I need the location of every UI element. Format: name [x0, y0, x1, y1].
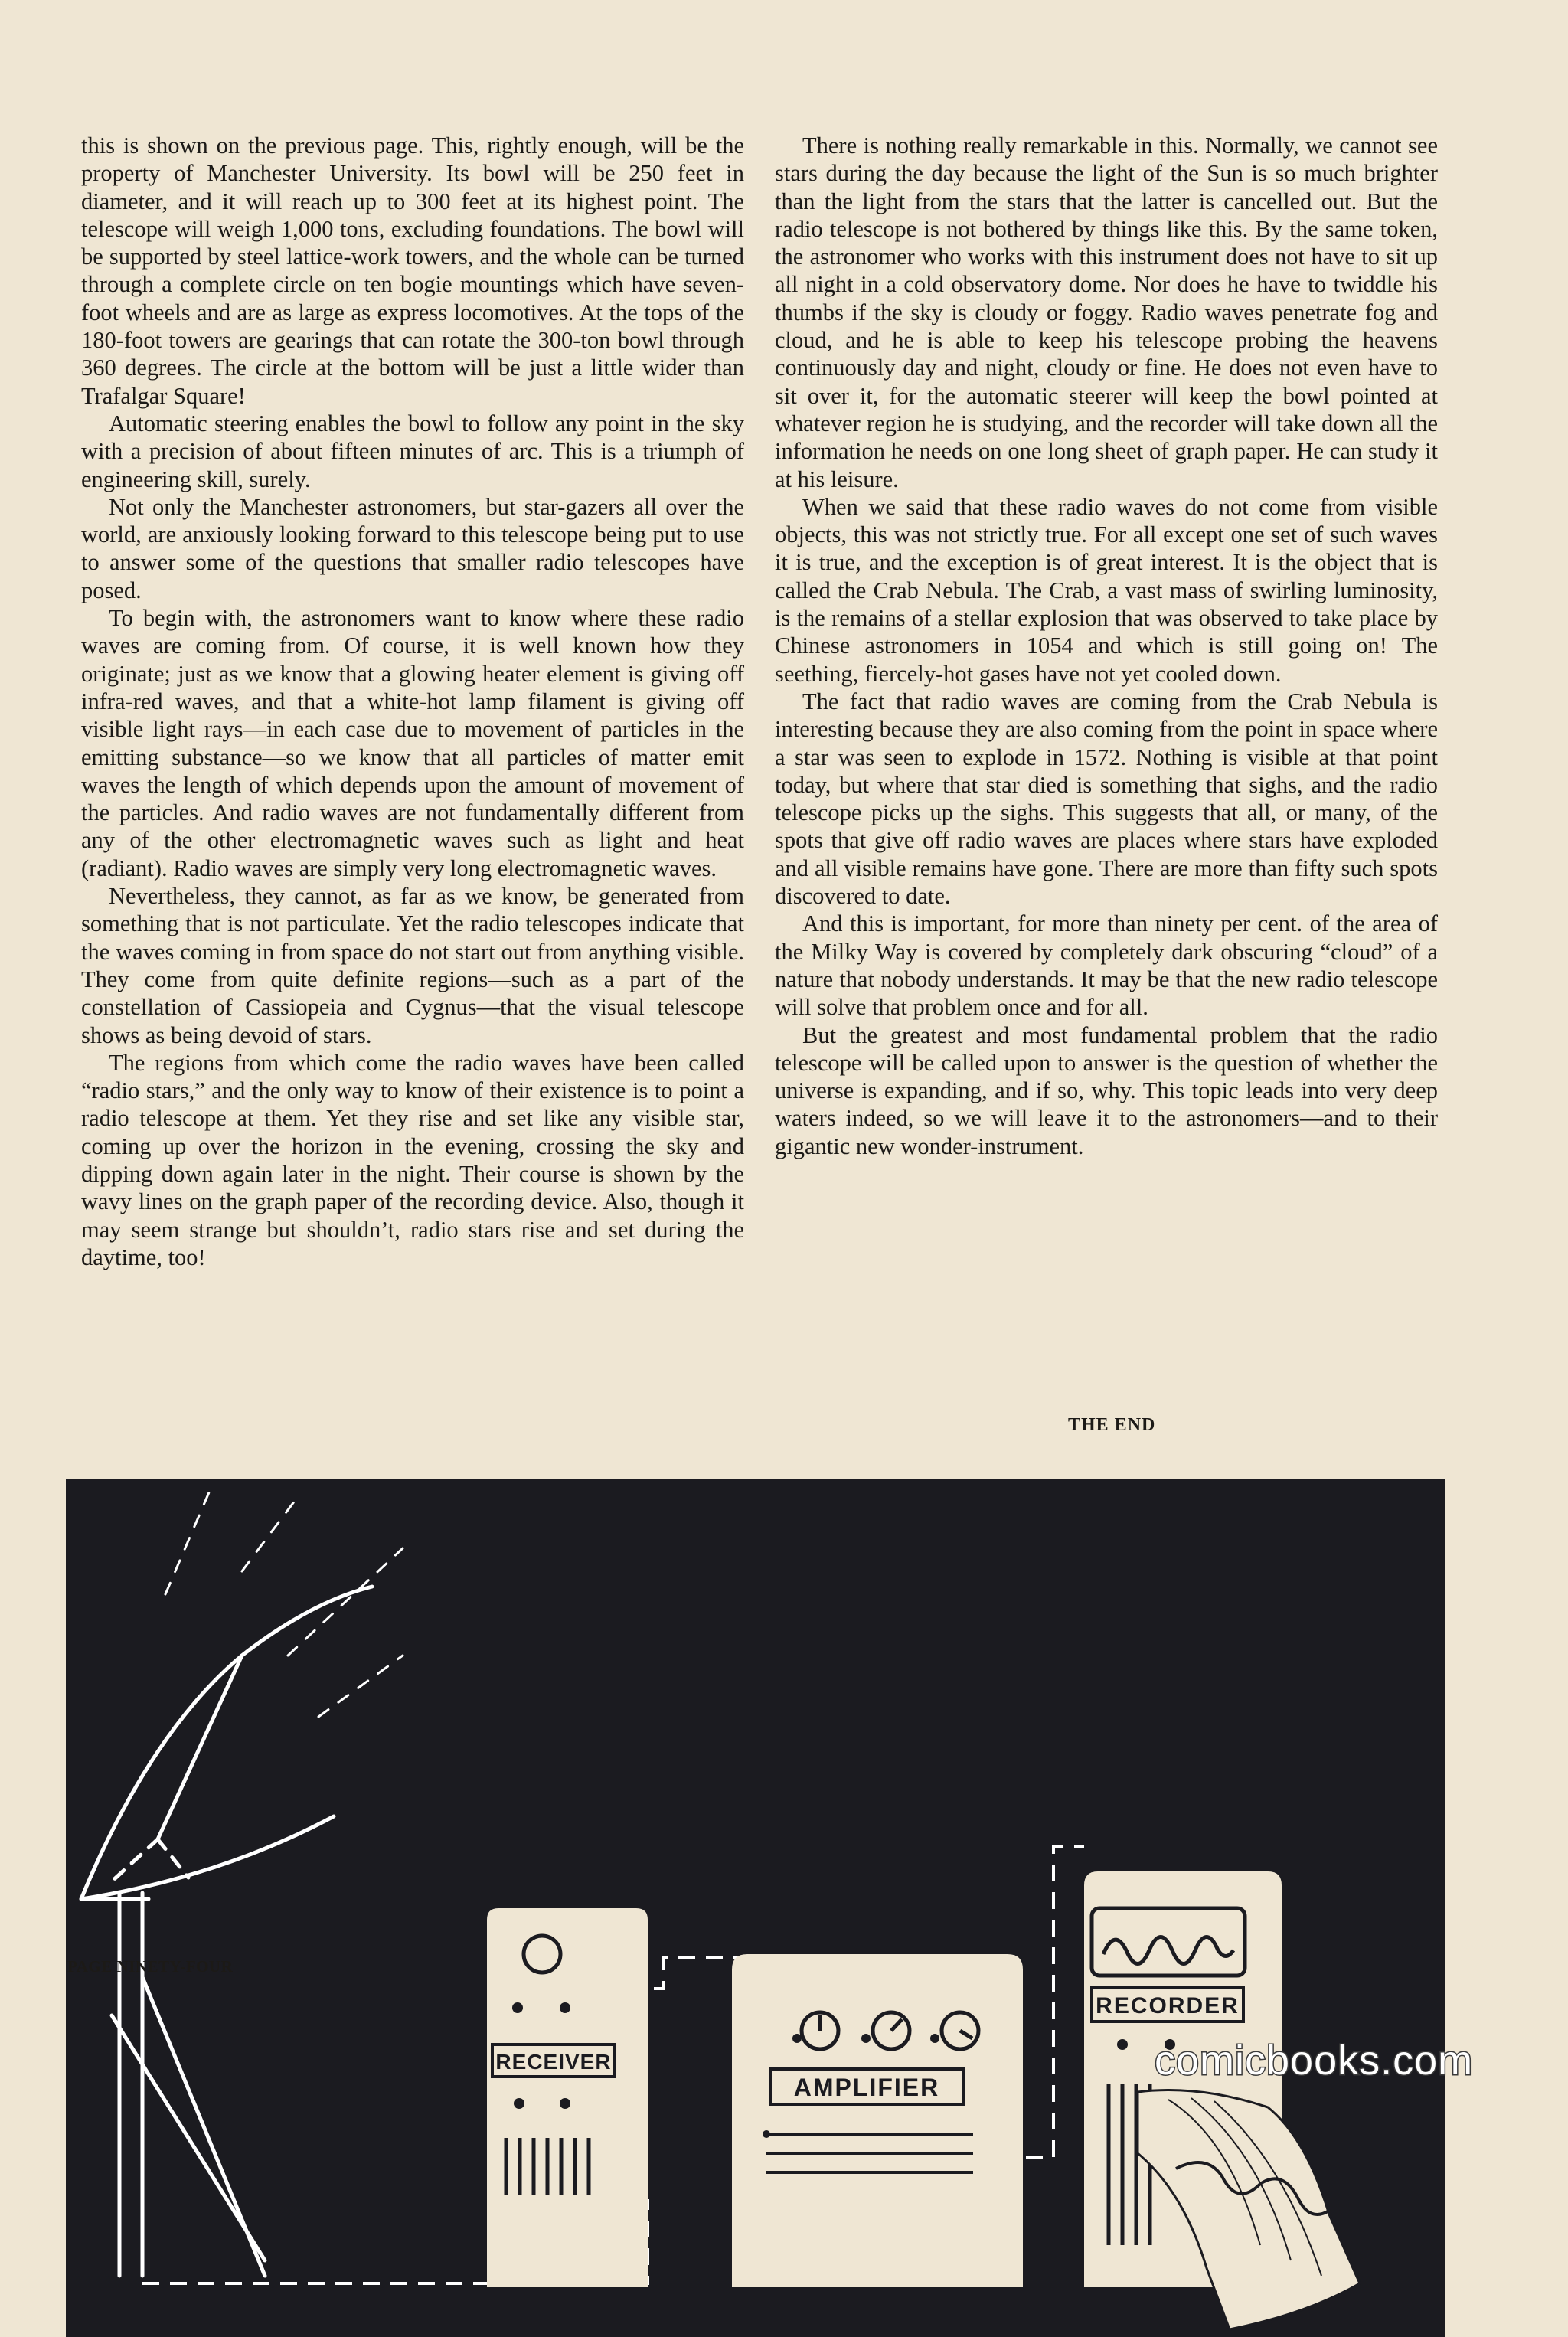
- radio-telescope-dish-icon: [81, 1487, 403, 2276]
- article-left-column: [81, 132, 744, 1271]
- paragraph: But the greatest and most fundamental problem that the radio telescope will be called upon to answer is the question of whether the universe is expanding, and if so, why. This topic leads into very deep waters indeed, so we will leave it to the astronomers—and to their gigantic new wonder-instrument.: [775, 1021, 1438, 1159]
- illustration-drawing: [66, 1479, 1446, 2337]
- paragraph: The regions from which come the radio waves have been called “radio stars,” and the only way to know of their existence is to point a radio telescope at them. Yet they rise and set like any visible star, coming up over the horizon in the evening, crossing the sky and dipping down again later in the night. Their course is shown by the wavy lines on the graph paper of the recording device. Also, though it may seem strange but shouldn’t, radio stars rise and set during the daytime, too!: [81, 1049, 744, 1270]
- paragraph: this is shown on the previous page. This, rightly enough, will be the property of Manchester University. Its bowl will be 250 feet in diameter, and it will reach up to 300 feet at its highest point. The telescope will weigh 1,000 tons, excluding foundations. The bowl will be supported by steel lattice-work towers, and the whole can be turned through a complete circle on ten bogie mountings which have seven-foot wheels and are as large as express locomotives. At the tops of the 180-foot towers are gearings that can rotate the 300-ton bowl through 360 degrees. The circle at the bottom will be just a little wider than Trafalgar Square!: [81, 132, 744, 409]
- receiver-unit: [487, 1908, 648, 2287]
- paragraph: Nevertheless, they cannot, as far as we know, be generated from something that is not particulate. Yet the radio telescopes indicate that the waves coming in from space do not start out from anything visible. They come from quite definite regions—such as a part of the constellation of Cassiopeia and Cygnus—that the visual telescope shows as being devoid of stars.: [81, 883, 744, 1048]
- receiver-label: RECEIVER: [495, 2050, 612, 2074]
- radio-telescope-illustration: [66, 1479, 1446, 2337]
- page-number: PAGE NINETY-FOUR: [67, 1957, 234, 1976]
- recorder-label: RECORDER: [1096, 1993, 1240, 2018]
- the-end-label: THE END: [1068, 1415, 1156, 1435]
- article-right-column: [775, 132, 1438, 1160]
- cable: [1026, 1847, 1084, 2157]
- paragraph: And this is important, for more than ninety per cent. of the area of the Milky Way is covered by completely dark obscuring “cloud” of a nature that nobody understands. It may be that the new radio telescope will solve that problem once and for all.: [775, 910, 1438, 1021]
- recorder-unit: [1084, 1871, 1360, 2329]
- watermark-logo: comicbooks.com: [1155, 2038, 1474, 2084]
- amplifier-label: AMPLIFIER: [793, 2074, 940, 2101]
- paragraph: When we said that these radio waves do not come from visible objects, this was not strictly true. For all except one set of such waves it is true, and the exception is of great interest. It is the object that is called the Crab Nebula. The Crab, a vast mass of swirling luminosity, is the remains of a stellar explosion that was observed to take place by Chinese astronomers in 1054 and which is still going on! The seething, fiercely-hot gases have not yet cooled down.: [775, 493, 1438, 687]
- paragraph: Automatic steering enables the bowl to follow any point in the sky with a precision of about fifteen minutes of arc. This is a triumph of engineering skill, surely.: [81, 410, 744, 492]
- paragraph: The fact that radio waves are coming from the Crab Nebula is interesting because they are also coming from the point in space where a star was seen to explode in 1572. Nothing is visible at that point today, but where that star died is something that sighs, and the radio telescope picks up the sighs. This suggests that all, or many, of the spots that give off radio waves are places where stars have exploded and all visible remains have gone. There are more than fifty such spots discovered to date.: [775, 688, 1438, 910]
- paragraph: To begin with, the astronomers want to know where these radio waves are coming from. Of course, it is well known how they originate; just as we know that a glowing heater element is giving off infra-red waves, and that a white-hot lamp filament is giving off visible light rays—in each case due to movement of particles in the emitting substance—so we know that all particles of matter emit waves the length of which depends upon the amount of movement of the particles. And radio waves are not fundamentally different from any of the other electromagnetic waves such as light and heat (radiant). Radio waves are simply very long electromagnetic waves.: [81, 605, 744, 881]
- paragraph: Not only the Manchester astronomers, but star-gazers all over the world, are anxiously looking forward to this telescope being put to use to answer some of the questions that smaller radio telescopes have posed.: [81, 493, 744, 603]
- paragraph: There is nothing really remarkable in this. Normally, we cannot see stars during the day because the light of the Sun is so much brighter than the light from the stars that the latter is cancelled out. But the radio telescope is not bothered by things like this. By the same token, the astronomer who works with this instrument does not have to sit up all night in a cold observatory dome. Nor does he have to twiddle his thumbs if the sky is cloudy or foggy. Radio waves penetrate fog and cloud, and he is able to keep his telescope probing the heavens continuously day and night, cloudy or fine. He does not even have to sit over it, for the automatic steerer will keep the bowl pointed at whatever region he is studying, and the recorder will take down all the information he needs on one long sheet of graph paper. He can study it at his leisure.: [775, 132, 1438, 492]
